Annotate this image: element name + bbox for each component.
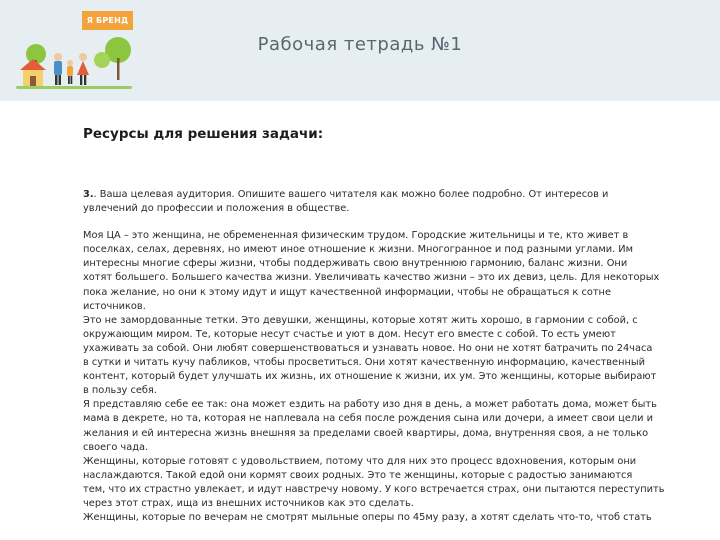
task-number: 3. bbox=[83, 189, 94, 200]
answer-line: окружающим миром. Те, которые несут счастье и уют в дом. Несут его вместе с собой. То есть умеют bbox=[83, 328, 616, 340]
answer-line: Моя ЦА – это женщина, не обремененная физическим трудом. Городские жительницы и те, кто живет в bbox=[83, 230, 629, 242]
answer-line: желания и ей интересна жизнь внешняя за пределами своей квартиры, дома, внутренняя своя, а не только bbox=[83, 427, 649, 439]
answer-line: тем, что их страстно увлекает, и идут навстречу новому. У кого встречается страх, они пытаются переступить bbox=[83, 483, 665, 495]
workbook-title: Рабочая тетрадь №1 bbox=[257, 34, 463, 55]
answer-text bbox=[83, 229, 665, 525]
task-prompt bbox=[83, 188, 633, 216]
answer-line: через этот страх, ища из внешних источников как это сделать. bbox=[83, 497, 414, 509]
answer-line: ухаживать за собой. Они любят совершенствоваться и узнавать новое. Но они не хотят батрачить по 24часа bbox=[83, 342, 653, 354]
answer-line: в сутки и читать кучу пабликов, чтобы просветиться. Они хотят качественную информацию, качественный bbox=[83, 357, 645, 369]
answer-line: Это не замордованные тетки. Это девушки, женщины, которые хотят жить хорошо, в гармонии с собой, с bbox=[83, 314, 638, 326]
answer-line: поселках, селах, деревнях, но имеют иное отношение к жизни. Многогранное и под разными углами. Им bbox=[83, 244, 634, 256]
header-banner bbox=[0, 0, 720, 101]
answer-line: своего чада. bbox=[83, 441, 149, 453]
answer-line: Я представляю себе ее так: она может ездить на работу изо дня в день, а может работать дома, может быть bbox=[83, 399, 657, 411]
answer-line: в пользу себя. bbox=[83, 385, 157, 397]
brand-badge: Я БРЕНД bbox=[82, 11, 133, 30]
answer-line: интересны многие сферы жизни, чтобы поддерживать свою внутреннюю гармонию, баланс жизни. Они bbox=[83, 258, 628, 270]
answer-line: мама в декрете, но та, которая не наплевала на себя после рождения сына или дочери, а имеет свои цели и bbox=[83, 413, 653, 425]
task-text: . Ваша целевая аудитория. Опишите вашего читателя как можно более подробно. От интересов и увлечений до профессии и положения в обществе. bbox=[83, 189, 609, 215]
answer-line: Женщины, которые по вечерам не смотрят мыльные оперы по 45му разу, а хотят сделать что-то, чтоб стать bbox=[83, 512, 652, 524]
answer-line: пока желание, но они к этому идут и ищут качественной информации, чтобы не обращаться к сотне bbox=[83, 286, 611, 298]
answer-line: хотят большего. Большего качества жизни. Увеличивать качество жизни – это их девиз, цель. Для некоторых bbox=[83, 272, 660, 284]
answer-line: контент, который будет улучшать их жизнь, их отношение к жизни, их ум. Это женщины, которые выбирают bbox=[83, 371, 657, 383]
section-heading: Ресурсы для решения задачи: bbox=[83, 126, 324, 142]
answer-line: Женщины, которые готовят с удовольствием, потому что для них это процесс вдохновения, которым они bbox=[83, 455, 637, 467]
answer-line: наслаждаются. Такой едой они кормят своих родных. Это те женщины, которые с радостью занимаются bbox=[83, 469, 633, 481]
answer-line: источников. bbox=[83, 300, 146, 312]
document-body bbox=[83, 188, 665, 525]
